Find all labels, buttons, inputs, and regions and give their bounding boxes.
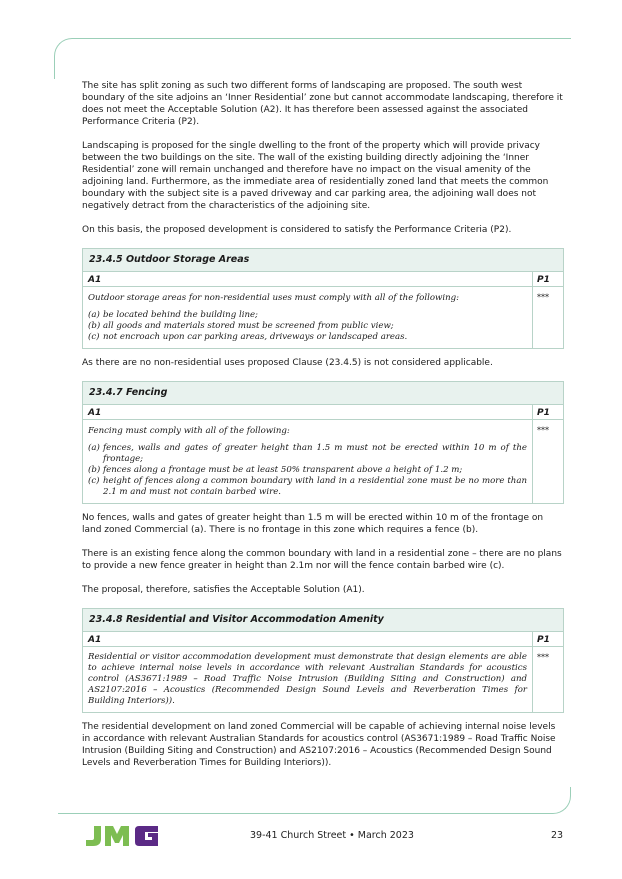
outdoor-storage-table [82, 248, 564, 349]
acceptable-solution-label: A1 [88, 275, 102, 285]
paragraph: On this basis, the proposed development is considered to satisfy the Performance Criteria (P2). [82, 225, 512, 235]
page-frame-bottom [58, 787, 571, 814]
page-number: 23 [551, 830, 564, 841]
table-intro: Outdoor storage areas for non-residential uses must comply with all of the following: [88, 293, 460, 303]
list-item: (c) height of fences along a common boundary with land in a residential zone must be no more than 2.1 m and must not contain barbed wire. [88, 476, 527, 497]
table-title: 23.4.7 Fencing [83, 382, 563, 405]
paragraph: The site has split zoning as such two different forms of landscaping are proposed. The south west boundary of the site adjoins an ‘Inner Residential’ zone but cannot accommodate landscaping, therefore it does not meet the Acceptable Solution (A2). It has therefore been assessed against the associated Performance Criteria (P2). [82, 81, 563, 127]
requirement-list [88, 443, 527, 498]
table-text: Residential or visitor accommodation development must demonstrate that design elements are able to achieve internal noise levels in accordance with relevant Australian Standards for acoustics control (AS3671:1989 – Road Traffic Noise Intrusion (Building Siting and Construction) and AS2107:2016 – Acoustics (Recommended Design Sound Levels and Reverberation Times for Building Interiors)). [88, 652, 527, 706]
requirement-list [88, 310, 527, 343]
paragraph: The residential development on land zoned Commercial will be capable of achieving internal noise levels in accordance with relevant Australian Standards for acoustics control (AS3671:1989 – Road Traffic Noise Intrusion (Building Siting and Construction) and AS2107:2016 – Acoustics (Recommended Design Sound Levels and Reverberation Times for Building Interiors)). [82, 722, 556, 768]
paragraph: The proposal, therefore, satisfies the Acceptable Solution (A1). [82, 585, 365, 595]
performance-criteria-value: *** [537, 293, 549, 302]
list-item: (b) all goods and materials stored must be screened from public view; [88, 321, 394, 331]
performance-criteria-value: *** [537, 653, 549, 662]
fencing-table [82, 381, 564, 504]
page-content [82, 80, 564, 781]
table-title: 23.4.5 Outdoor Storage Areas [83, 249, 563, 272]
performance-criteria-label: P1 [537, 408, 550, 418]
performance-criteria-label: P1 [537, 635, 550, 645]
list-item: (a) be located behind the building line; [88, 310, 258, 320]
performance-criteria-label: P1 [537, 275, 550, 285]
paragraph: There is an existing fence along the common boundary with land in a residential zone – there are no plans to provide a new fence greater in height than 2.1m nor will the fence contain barbed wire (c). [82, 549, 562, 571]
list-item: (a) fences, walls and gates of greater height than 1.5 m must not be erected within 10 m of the frontage; [88, 443, 527, 464]
paragraph: Landscaping is proposed for the single dwelling to the front of the property which will provide privacy between the two buildings on the site. The wall of the existing building directly adjoining the ‘Inner Residential’ zone will remain unchanged and therefore have no impact on the visual amenity of the adjoining land. Furthermore, as the immediate area of residentially zoned land that meets the common boundary with the subject site is a paved driveway and car parking area, the adjoining wall does not negatively detract from the characteristics of the adjoining site. [82, 141, 549, 211]
paragraph: No fences, walls and gates of greater height than 1.5 m will be erected within 10 m of the frontage on land zoned Commercial (a). There is no frontage in this zone which requires a fence (b). [82, 513, 544, 535]
list-item: (c) not encroach upon car parking areas, driveways or landscaped areas. [88, 332, 408, 342]
acceptable-solution-label: A1 [88, 408, 102, 418]
jmg-logo [84, 825, 160, 847]
paragraph: As there are no non-residential uses proposed Clause (23.4.5) is not considered applicable. [82, 358, 493, 368]
acceptable-solution-label: A1 [88, 635, 102, 645]
performance-criteria-value: *** [537, 426, 549, 435]
table-title: 23.4.8 Residential and Visitor Accommodation Amenity [83, 609, 563, 632]
amenity-table [82, 608, 564, 713]
page-frame-top [54, 38, 571, 79]
table-intro: Fencing must comply with all of the following: [88, 426, 290, 436]
list-item: (b) fences along a frontage must be at least 50% transparent above a height of 1.2 m; [88, 465, 463, 475]
footer-address: 39-41 Church Street • March 2023 [250, 830, 414, 841]
